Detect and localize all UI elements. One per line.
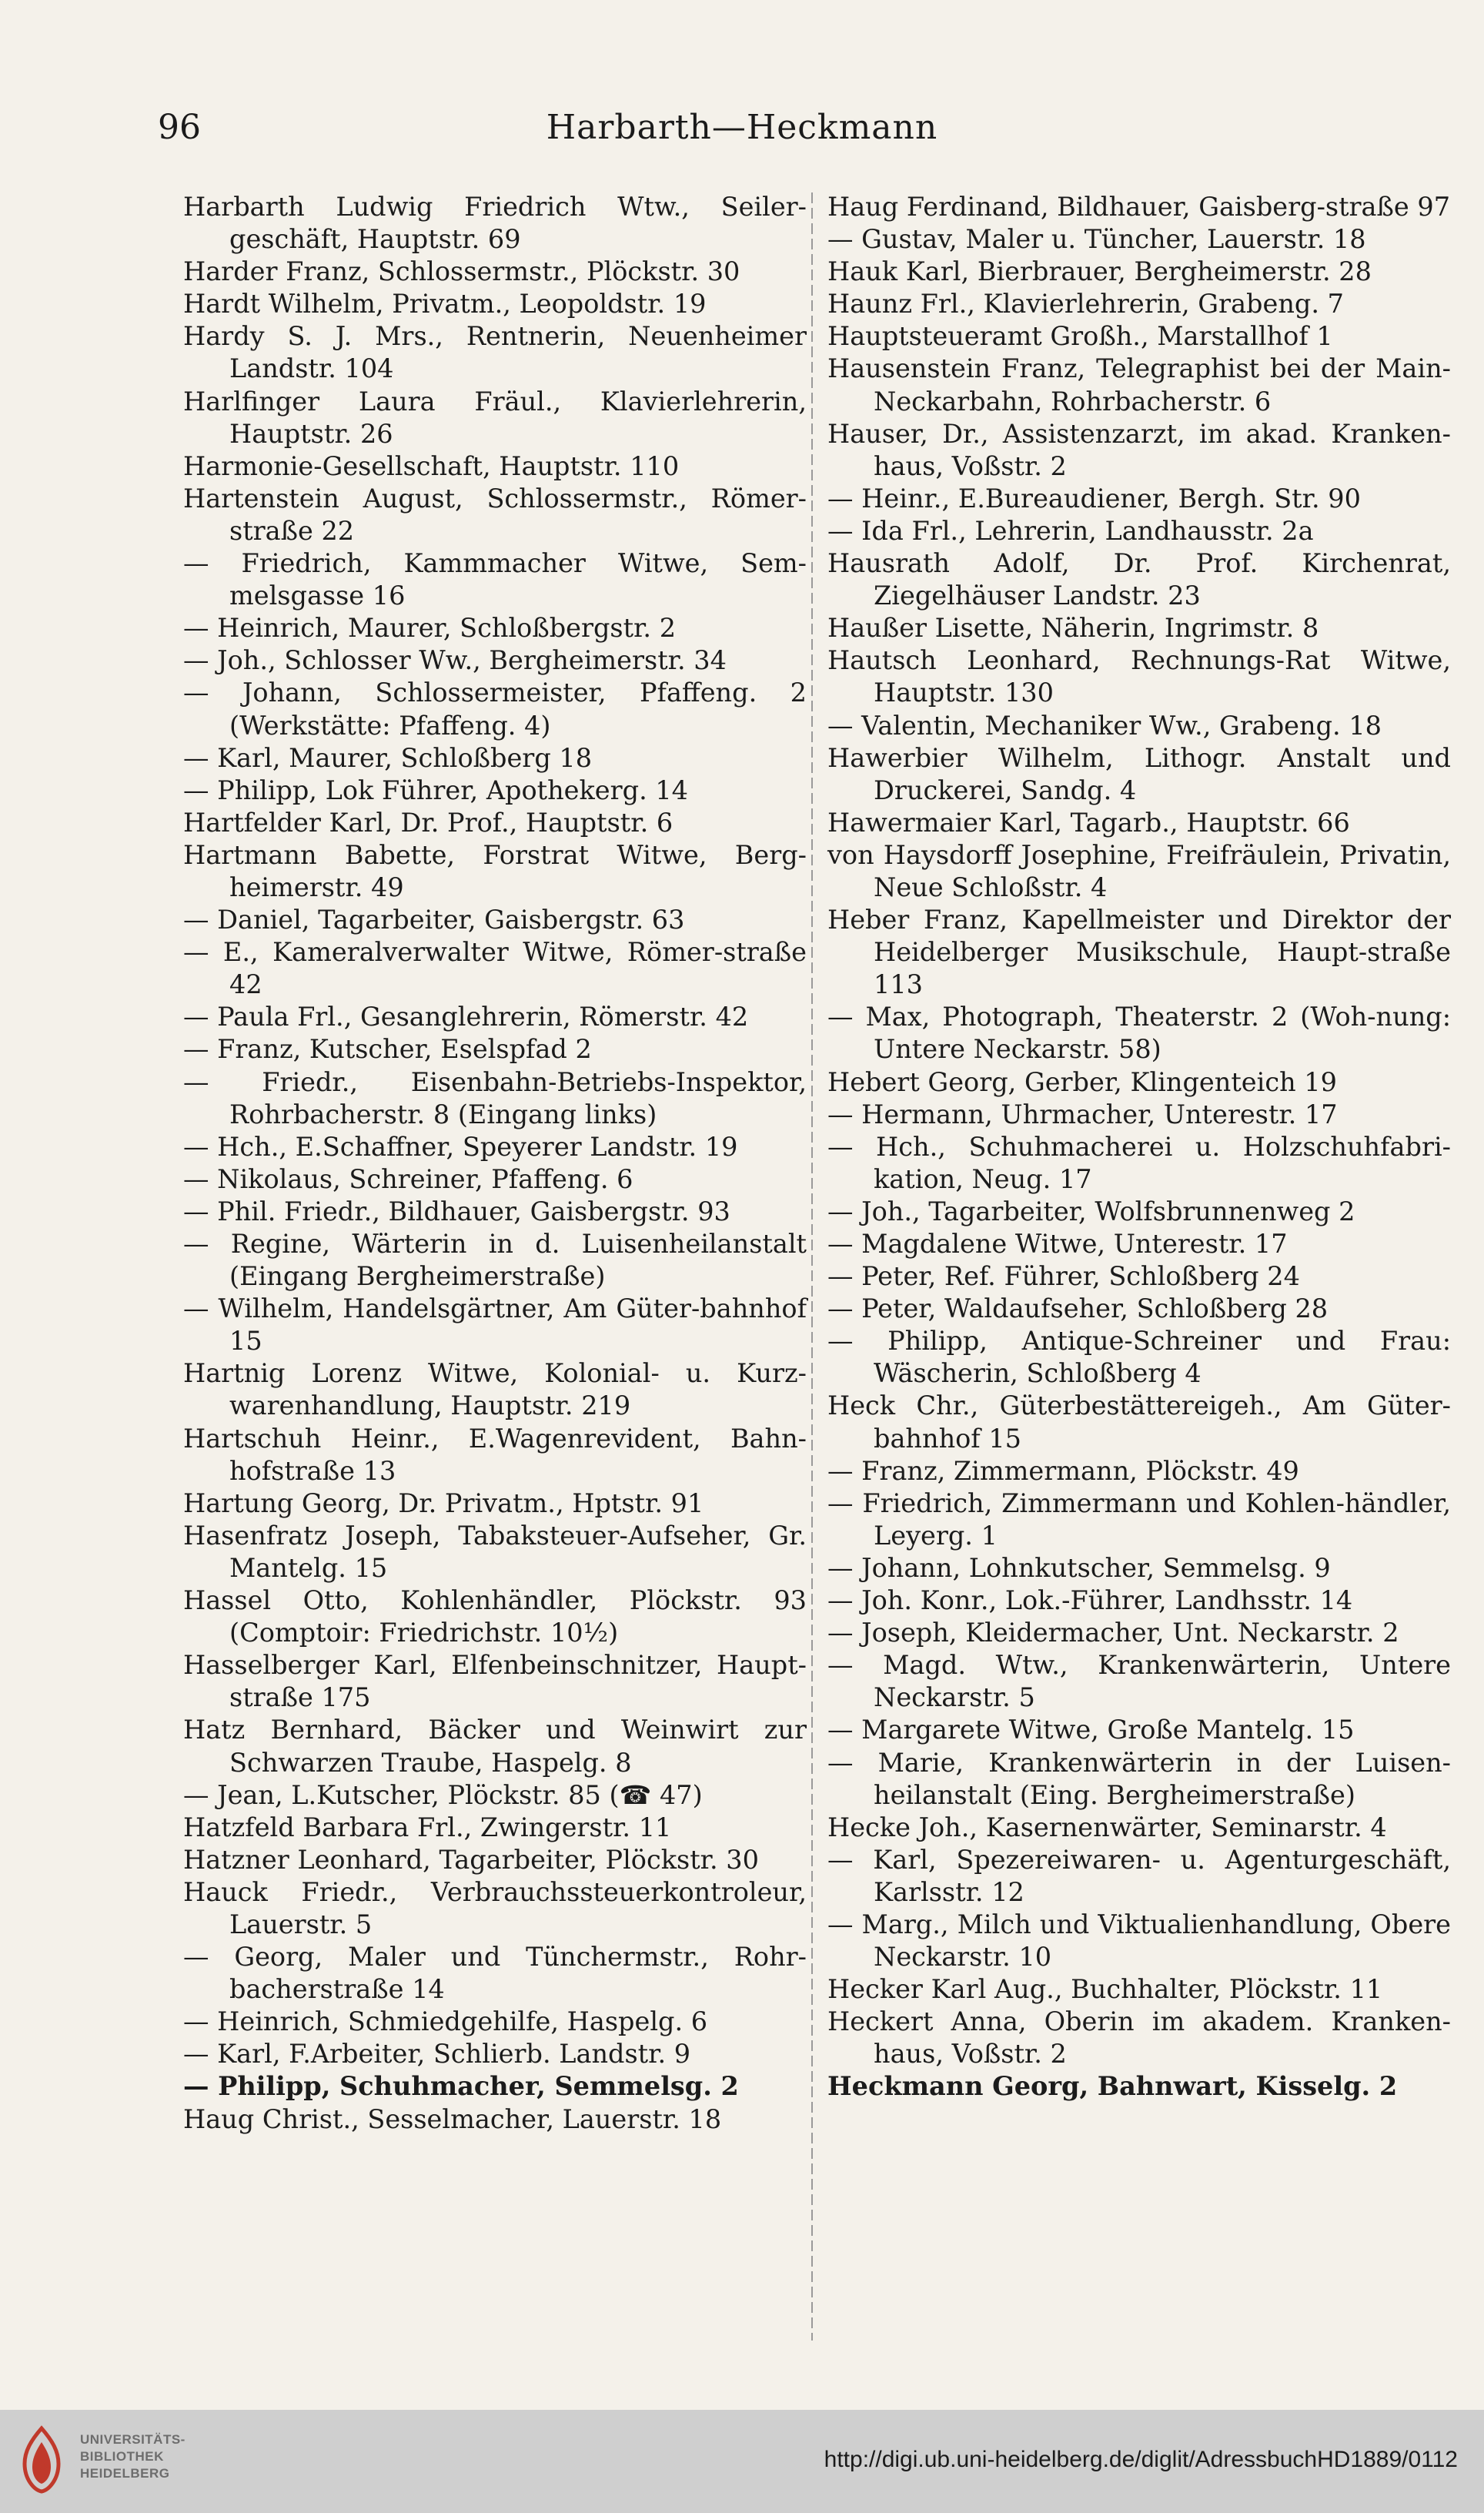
directory-entry: Hawermaier Karl, Tagarb., Hauptstr. 66 — [827, 807, 1350, 838]
directory-entry: Hardt Wilhelm, Privatm., Leopoldstr. 19 — [183, 289, 707, 320]
directory-entry: Hauck Friedr., Verbrauchssteuerkontroleur, Lauerstr. 5 — [183, 1876, 807, 1939]
directory-entry: Hartfelder Karl, Dr. Prof., Hauptstr. 6 — [183, 807, 673, 838]
source-url-link[interactable]: http://digi.ub.uni-heidelberg.de/diglit/AdressbuchHD1889/0112 — [824, 2447, 1458, 2472]
directory-entry: Hartschuh Heinr., E.Wagenrevident, Bahn-hofstraße 13 — [183, 1423, 807, 1486]
directory-entry: — Nikolaus, Schreiner, Pfaffeng. 6 — [183, 1163, 633, 1194]
directory-entry: Haug Christ., Sesselmacher, Lauerstr. 18 — [183, 2103, 722, 2134]
directory-entry: — Karl, Spezereiwaren- u. Agenturgeschäft, Karlsstr. 12 — [827, 1844, 1451, 1907]
directory-entry: von Haysdorff Josephine, Freifräulein, Privatin, Neue Schloßstr. 4 — [827, 839, 1451, 902]
directory-entry: Heber Franz, Kapellmeister und Direktor der Heidelberger Musikschule, Haupt-straße 113 — [827, 905, 1451, 1000]
directory-entry: Hassel Otto, Kohlenhändler, Plöckstr. 93 (Comptoir: Friedrichstr. 10½) — [183, 1585, 807, 1648]
directory-entry: Harbarth Ludwig Friedrich Wtw., Seiler-geschäft, Hauptstr. 69 — [183, 192, 807, 255]
running-title: Harbarth—Heckmann — [546, 108, 938, 147]
directory-entry: — Heinrich, Maurer, Schloßbergstr. 2 — [183, 613, 677, 644]
directory-entry: — Jean, L.Kutscher, Plöckstr. 85 (☎ 47) — [183, 1779, 703, 1810]
directory-entry: — Margarete Witwe, Große Mantelg. 15 — [827, 1715, 1355, 1745]
directory-entry: Harmonie-Gesellschaft, Hauptstr. 110 — [183, 450, 680, 481]
directory-entry: Hatz Bernhard, Bäcker und Weinwirt zur Schwarzen Traube, Haspelg. 8 — [183, 1715, 807, 1778]
directory-entry: — Heinrich, Schmiedgehilfe, Haspelg. 6 — [183, 2006, 708, 2037]
left-column — [183, 191, 807, 2136]
directory-entry: Hausrath Adolf, Dr. Prof. Kirchenrat, Ziegelhäuser Landstr. 23 — [827, 548, 1451, 611]
directory-entry: Hauk Karl, Bierbrauer, Bergheimerstr. 28 — [827, 256, 1372, 287]
directory-entry: — Phil. Friedr., Bildhauer, Gaisbergstr. 93 — [183, 1196, 730, 1226]
directory-entry: Heck Chr., Güterbestättereigeh., Am Güter-bahnhof 15 — [827, 1390, 1451, 1454]
directory-entry: Hardy S. J. Mrs., Rentnerin, Neuenheimer Landstr. 104 — [183, 321, 807, 384]
directory-entry: — Franz, Zimmermann, Plöckstr. 49 — [827, 1455, 1299, 1486]
directory-entry: — Gustav, Maler u. Tüncher, Lauerstr. 18 — [827, 224, 1366, 255]
directory-entry: — Magdalene Witwe, Unterestr. 17 — [827, 1229, 1288, 1259]
directory-entry: — Hch., Schuhmacherei u. Holzschuhfabri-kation, Neug. 17 — [827, 1131, 1451, 1194]
directory-entry: Hatzfeld Barbara Frl., Zwingerstr. 11 — [183, 1812, 672, 1842]
directory-entry: — Friedrich, Kammmacher Witwe, Sem-melsgasse 16 — [183, 548, 807, 611]
column-divider — [811, 192, 813, 2341]
directory-entry: — Hch., E.Schaffner, Speyerer Landstr. 19 — [183, 1131, 738, 1162]
directory-entry: Hawerbier Wilhelm, Lithogr. Anstalt und Druckerei, Sandg. 4 — [827, 742, 1451, 805]
directory-entry: Hasselberger Karl, Elfenbeinschnitzer, Haupt-straße 175 — [183, 1650, 807, 1713]
directory-entry: Hauptsteueramt Großh., Marstallhof 1 — [827, 321, 1333, 352]
directory-entry: — Valentin, Mechaniker Ww., Grabeng. 18 — [827, 710, 1382, 741]
directory-entry: — Paula Frl., Gesanglehrerin, Römerstr. 42 — [183, 1002, 749, 1032]
directory-entry: — E., Kameralverwalter Witwe, Römer-straße 42 — [183, 937, 807, 1000]
directory-entry: — Philipp, Schuhmacher, Semmelsg. 2 — [183, 2071, 739, 2102]
directory-entry: — Marg., Milch und Viktualienhandlung, Obere Neckarstr. 10 — [827, 1909, 1451, 1973]
directory-entry: — Wilhelm, Handelsgärtner, Am Güter-bahnhof 15 — [183, 1293, 807, 1357]
directory-entry: Hartmann Babette, Forstrat Witwe, Berg-heimerstr. 49 — [183, 839, 807, 902]
directory-entry: — Daniel, Tagarbeiter, Gaisbergstr. 63 — [183, 905, 685, 935]
directory-entry: — Philipp, Antique-Schreiner und Frau: Wäscherin, Schloßberg 4 — [827, 1326, 1451, 1389]
directory-entry: — Heinr., E.Bureaudiener, Bergh. Str. 90 — [827, 483, 1361, 514]
logo-line: UNIVERSITÄTS- — [80, 2432, 186, 2447]
directory-entry: Hasenfratz Joseph, Tabaksteuer-Aufseher, Gr. Mantelg. 15 — [183, 1520, 807, 1583]
directory-entry: — Hermann, Uhrmacher, Unterestr. 17 — [827, 1099, 1338, 1129]
directory-entry: Hecker Karl Aug., Buchhalter, Plöckstr. 11 — [827, 1974, 1383, 2005]
directory-entry: — Karl, Maurer, Schloßberg 18 — [183, 742, 593, 773]
directory-entry: — Joh., Schlosser Ww., Bergheimerstr. 34 — [183, 645, 727, 676]
directory-entry: — Johann, Lohnkutscher, Semmelsg. 9 — [827, 1552, 1331, 1583]
directory-entry: — Friedrich, Zimmermann und Kohlen-händler, Leyerg. 1 — [827, 1487, 1451, 1551]
logo-line: HEIDELBERG — [80, 2466, 170, 2481]
directory-entry: Hebert Georg, Gerber, Klingenteich 19 — [827, 1066, 1337, 1097]
directory-entry: Haug Ferdinand, Bildhauer, Gaisberg-straße 97 — [827, 192, 1451, 222]
directory-entry: — Joh., Tagarbeiter, Wolfsbrunnenweg 2 — [827, 1196, 1355, 1226]
directory-entry: — Regine, Wärterin in d. Luisenheilanstalt (Eingang Bergheimerstraße) — [183, 1229, 807, 1292]
directory-entry: Hauser, Dr., Assistenzarzt, im akad. Kranken-haus, Voßstr. 2 — [827, 418, 1451, 481]
directory-entry: — Ida Frl., Lehrerin, Landhausstr. 2a — [827, 515, 1314, 546]
directory-entry: — Franz, Kutscher, Eselspfad 2 — [183, 1034, 592, 1065]
directory-entry: — Friedr., Eisenbahn-Betriebs-Inspektor, Rohrbacherstr. 8 (Eingang links) — [183, 1066, 807, 1129]
directory-entry: — Joseph, Kleidermacher, Unt. Neckarstr. 2 — [827, 1618, 1399, 1648]
directory-entry: — Philipp, Lok Führer, Apothekerg. 14 — [183, 775, 688, 805]
directory-entry: Haußer Lisette, Näherin, Ingrimstr. 8 — [827, 613, 1319, 644]
directory-entry: Hartenstein August, Schlossermstr., Römer-straße 22 — [183, 483, 807, 546]
directory-entry: — Karl, F.Arbeiter, Schlierb. Landstr. 9 — [183, 2039, 691, 2070]
library-logo-text — [80, 2431, 186, 2482]
directory-entry: Hartnig Lorenz Witwe, Kolonial- u. Kurz-warenhandlung, Hauptstr. 219 — [183, 1358, 807, 1421]
logo-line: BIBLIOTHEK — [80, 2449, 164, 2464]
directory-entry: Hausenstein Franz, Telegraphist bei der Main-Neckarbahn, Rohrbacherstr. 6 — [827, 353, 1451, 417]
directory-entry: Haunz Frl., Klavierlehrerin, Grabeng. 7 — [827, 289, 1344, 320]
directory-entry: Hautsch Leonhard, Rechnungs-Rat Witwe, Hauptstr. 130 — [827, 645, 1451, 708]
directory-entry: — Magd. Wtw., Krankenwärterin, Untere Neckarstr. 5 — [827, 1650, 1451, 1713]
page-number: 96 — [158, 108, 201, 147]
directory-entry: Hatzner Leonhard, Tagarbeiter, Plöckstr. 30 — [183, 1844, 759, 1875]
directory-entry: Hartung Georg, Dr. Privatm., Hptstr. 91 — [183, 1487, 704, 1518]
directory-entry: — Marie, Krankenwärterin in der Luisen-heilanstalt (Eing. Bergheimerstraße) — [827, 1747, 1451, 1810]
directory-entry: — Georg, Maler und Tünchermstr., Rohr-bacherstraße 14 — [183, 1942, 807, 2005]
directory-entry: — Max, Photograph, Theaterstr. 2 (Woh-nung: Untere Neckarstr. 58) — [827, 1002, 1451, 1065]
directory-entry: — Johann, Schlossermeister, Pfaffeng. 2 (Werkstätte: Pfaffeng. 4) — [183, 678, 807, 741]
directory-entry: Harlfinger Laura Fräul., Klavierlehrerin, Hauptstr. 26 — [183, 386, 807, 449]
directory-entry: — Joh. Konr., Lok.-Führer, Landhsstr. 14 — [827, 1585, 1353, 1616]
directory-entry: Heckmann Georg, Bahnwart, Kisselg. 2 — [827, 2071, 1398, 2102]
right-column — [827, 191, 1451, 2103]
library-seal-icon — [17, 2425, 66, 2495]
directory-entry: Heckert Anna, Oberin im akadem. Kranken-haus, Voßstr. 2 — [827, 2006, 1451, 2070]
page-header — [0, 108, 1484, 154]
directory-entry: — Peter, Waldaufseher, Schloßberg 28 — [827, 1293, 1329, 1324]
directory-entry: Harder Franz, Schlossermstr., Plöckstr. 30 — [183, 256, 740, 287]
directory-entry: — Peter, Ref. Führer, Schloßberg 24 — [827, 1261, 1300, 1292]
directory-entry: Hecke Joh., Kasernenwärter, Seminarstr. 4 — [827, 1812, 1387, 1842]
